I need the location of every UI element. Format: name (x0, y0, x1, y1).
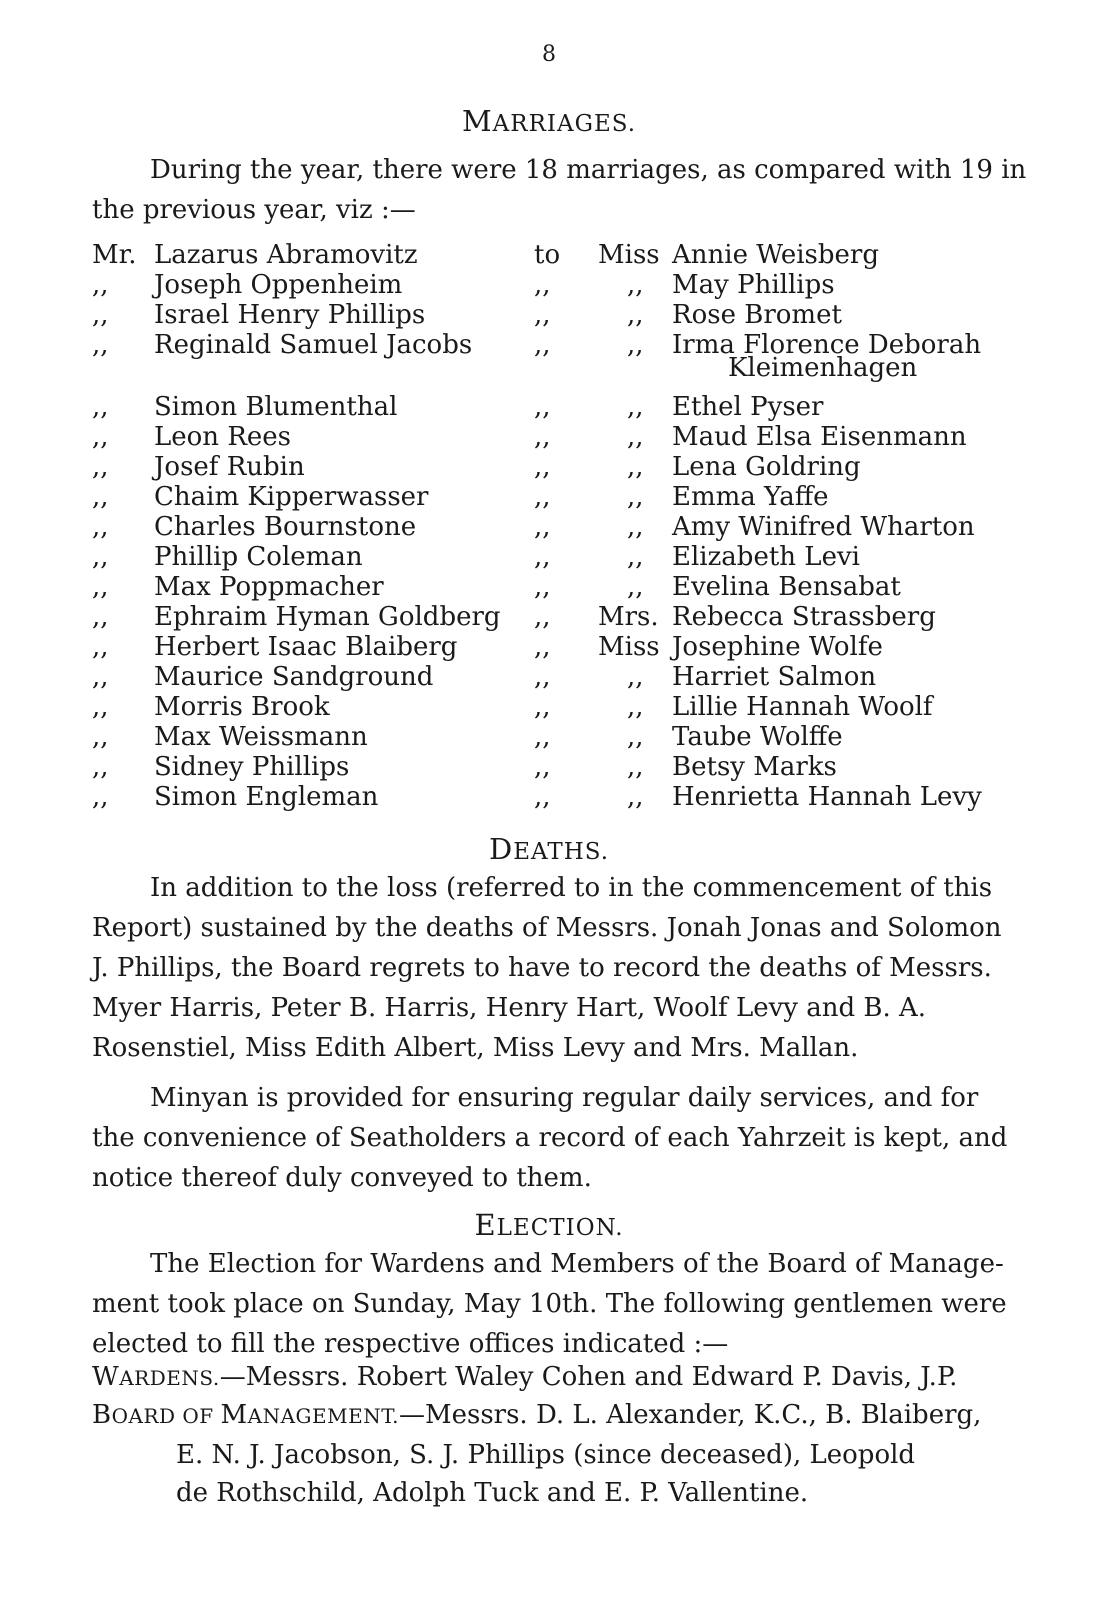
marriage-row (0, 452, 1098, 484)
bride-title: ,, (627, 422, 644, 452)
groom-prefix: ,, (92, 722, 109, 752)
to-marker: ,, (534, 270, 551, 300)
groom-name: Simon Engleman (154, 782, 379, 812)
marriage-row (0, 482, 1098, 514)
bride-title: ,, (627, 482, 644, 512)
groom-name: Charles Bournstone (154, 512, 417, 542)
marriage-row (0, 270, 1098, 302)
bride-title: ,, (627, 662, 644, 692)
to-marker: ,, (534, 452, 551, 482)
marriage-row (0, 422, 1098, 454)
groom-name: Max Weissmann (154, 722, 368, 752)
bride-name: Lillie Hannah Woolf (672, 692, 933, 722)
election-heading: ELECTION. (474, 1208, 624, 1242)
bride-title: ,, (627, 722, 644, 752)
groom-prefix: ,, (92, 572, 109, 602)
bride-name: Betsy Marks (672, 752, 837, 782)
marriage-row (0, 542, 1098, 574)
bride-name: Rose Bromet (672, 300, 842, 330)
to-marker: ,, (534, 482, 551, 512)
bride-name: Irma Florence Deborah (672, 330, 982, 360)
bride-name: May Phillips (672, 270, 835, 300)
groom-name: Herbert Isaac Blaiberg (154, 632, 458, 662)
groom-name: Morris Brook (154, 692, 330, 722)
bride-name: Evelina Bensabat (672, 572, 901, 602)
marriage-row (0, 662, 1098, 694)
groom-prefix: ,, (92, 512, 109, 542)
marriage-row (0, 300, 1098, 332)
to-marker: ,, (534, 300, 551, 330)
to-marker: ,, (534, 422, 551, 452)
board-line-2: E. N. J. Jacobson, S. J. Phillips (since deceased), Leopold (176, 1440, 916, 1470)
bride-title: ,, (627, 692, 644, 722)
groom-name: Leon Rees (154, 422, 292, 452)
bride-name: Amy Winifred Wharton (672, 512, 975, 542)
page-number: 8 (542, 42, 556, 67)
bride-title: Miss (598, 632, 660, 662)
marriage-row (0, 632, 1098, 664)
marriage-row (0, 572, 1098, 604)
marriage-row (0, 392, 1098, 424)
marriage-row (0, 692, 1098, 724)
marriage-row (0, 512, 1098, 544)
deaths-para-2-line-2: the convenience of Seatholders a record of each Yahrzeit is kept, and (92, 1123, 1008, 1153)
marriage-row (0, 722, 1098, 754)
to-marker: ,, (534, 330, 551, 360)
groom-prefix: ,, (92, 782, 109, 812)
bride-name: Emma Yaffe (672, 482, 829, 512)
groom-prefix: ,, (92, 632, 109, 662)
groom-name: Maurice Sandground (154, 662, 434, 692)
groom-name: Ephraim Hyman Goldberg (154, 602, 501, 632)
groom-prefix: ,, (92, 452, 109, 482)
marriage-row (0, 782, 1098, 814)
to-marker: ,, (534, 752, 551, 782)
groom-prefix: ,, (92, 692, 109, 722)
groom-prefix: ,, (92, 602, 109, 632)
bride-name-continuation: Kleimenhagen (728, 353, 918, 383)
bride-name: Maud Elsa Eisenmann (672, 422, 967, 452)
groom-prefix: ,, (92, 422, 109, 452)
deaths-para-1-line-4: Myer Harris, Peter B. Harris, Henry Hart, Woolf Levy and B. A. (92, 993, 927, 1023)
groom-prefix: ,, (92, 542, 109, 572)
marriages-intro-line-2: the previous year, viz :— (92, 195, 416, 225)
groom-name: Sidney Phillips (154, 752, 350, 782)
to-marker: ,, (534, 662, 551, 692)
deaths-para-1-line-5: Rosenstiel, Miss Edith Albert, Miss Levy and Mrs. Mallan. (92, 1033, 859, 1063)
to-marker: ,, (534, 782, 551, 812)
board-line: BOARD OF MANAGEMENT.—Messrs. D. L. Alexander, K.C., B. Blaiberg, (92, 1400, 982, 1430)
election-line-2: ment took place on Sunday, May 10th. The following gentlemen were (92, 1289, 1007, 1319)
bride-name: Harriet Salmon (672, 662, 877, 692)
to-marker: ,, (534, 512, 551, 542)
election-line-1: The Election for Wardens and Members of the Board of Manage- (150, 1249, 1004, 1279)
groom-name: Max Poppmacher (154, 572, 384, 602)
bride-title: Mrs. (598, 602, 659, 632)
groom-name: Josef Rubin (154, 452, 305, 482)
groom-prefix: ,, (92, 482, 109, 512)
groom-prefix: Mr. (92, 240, 137, 270)
to-marker: ,, (534, 542, 551, 572)
bride-title: ,, (627, 752, 644, 782)
groom-name: Joseph Oppenheim (154, 270, 403, 300)
bride-title: ,, (627, 270, 644, 300)
bride-title: ,, (627, 782, 644, 812)
groom-prefix: ,, (92, 392, 109, 422)
bride-name: Taube Wolffe (672, 722, 843, 752)
deaths-para-2-line-3: notice thereof duly conveyed to them. (92, 1163, 592, 1193)
groom-name: Lazarus Abramovitz (154, 240, 418, 270)
groom-name: Simon Blumenthal (154, 392, 398, 422)
marriage-row (0, 240, 1098, 272)
bride-name: Rebecca Strassberg (672, 602, 936, 632)
bride-title: ,, (627, 512, 644, 542)
bride-title: ,, (627, 542, 644, 572)
groom-name: Chaim Kipperwasser (154, 482, 429, 512)
deaths-para-1-line-2: Report) sustained by the deaths of Messrs. Jonah Jonas and Solomon (92, 913, 1002, 943)
to-marker: ,, (534, 632, 551, 662)
bride-title: ,, (627, 392, 644, 422)
to-marker: ,, (534, 602, 551, 632)
marriage-row (0, 752, 1098, 784)
deaths-para-2-line-1: Minyan is provided for ensuring regular daily services, and for (150, 1083, 979, 1113)
to-marker: ,, (534, 572, 551, 602)
bride-name: Annie Weisberg (672, 240, 879, 270)
groom-prefix: ,, (92, 330, 109, 360)
groom-prefix: ,, (92, 300, 109, 330)
to-marker: to (534, 240, 561, 270)
bride-name: Henrietta Hannah Levy (672, 782, 982, 812)
wardens-line: WARDENS.—Messrs. Robert Waley Cohen and Edward P. Davis, J.P. (92, 1362, 958, 1392)
bride-name: Josephine Wolfe (672, 632, 883, 662)
to-marker: ,, (534, 392, 551, 422)
to-marker: ,, (534, 692, 551, 722)
groom-name: Reginald Samuel Jacobs (154, 330, 473, 360)
bride-title: ,, (627, 330, 644, 360)
bride-title: ,, (627, 452, 644, 482)
election-line-3: elected to fill the respective offices indicated :— (92, 1329, 729, 1359)
groom-prefix: ,, (92, 270, 109, 300)
marriage-row (0, 330, 1098, 362)
deaths-para-1-line-1: In addition to the loss (referred to in the commencement of this (150, 873, 993, 903)
groom-prefix: ,, (92, 662, 109, 692)
marriage-row (0, 602, 1098, 634)
deaths-para-1-line-3: J. Phillips, the Board regrets to have to record the deaths of Messrs. (92, 953, 992, 983)
marriages-heading: MARRIAGES. (461, 104, 637, 138)
bride-title: ,, (627, 300, 644, 330)
bride-name: Ethel Pyser (672, 392, 824, 422)
bride-name: Lena Goldring (672, 452, 861, 482)
bride-title: ,, (627, 572, 644, 602)
bride-name: Elizabeth Levi (672, 542, 860, 572)
groom-name: Phillip Coleman (154, 542, 363, 572)
groom-prefix: ,, (92, 752, 109, 782)
deaths-heading: DEATHS. (488, 832, 610, 866)
to-marker: ,, (534, 722, 551, 752)
groom-name: Israel Henry Phillips (154, 300, 426, 330)
marriages-intro-line-1: During the year, there were 18 marriages, as compared with 19 in (150, 155, 1027, 185)
bride-title: Miss (598, 240, 660, 270)
board-line-3: de Rothschild, Adolph Tuck and E. P. Vallentine. (176, 1478, 809, 1508)
